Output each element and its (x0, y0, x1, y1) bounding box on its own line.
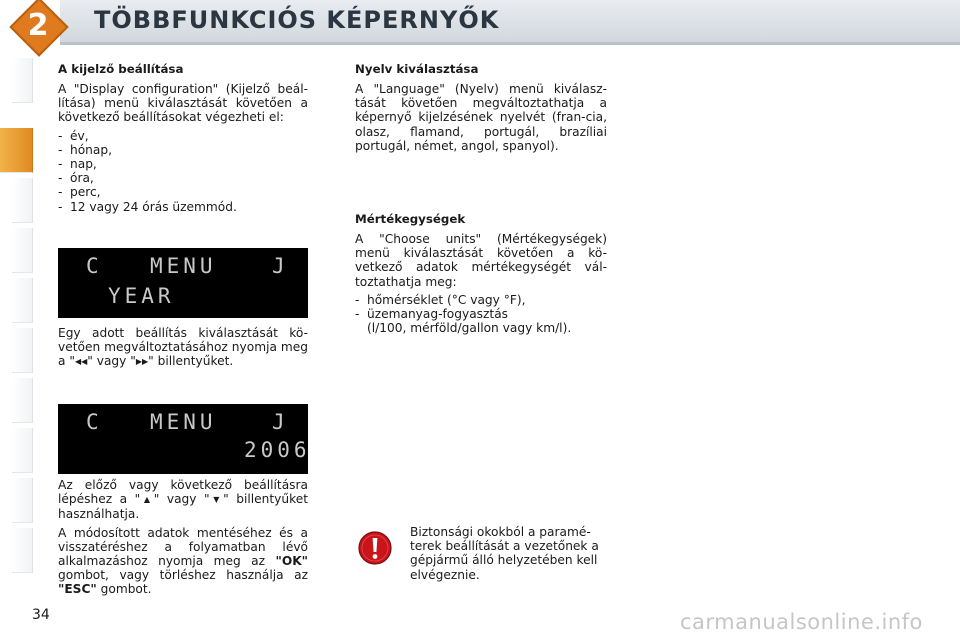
lcd-year-text: YEAR (108, 284, 175, 308)
fast-forward-icon: ▶▶ (135, 357, 149, 367)
fuel-consumption-units: (l/100, mérföld/gallon vagy km/l). (367, 321, 572, 336)
chapter-tab-5[interactable] (12, 278, 33, 323)
list-item: - perc, (58, 185, 308, 199)
chapter-tab-10[interactable] (12, 528, 33, 573)
down-arrow-icon: ▼ (209, 495, 224, 505)
safety-warning (358, 525, 608, 590)
list-item: - év, (58, 129, 308, 143)
navigation-block (58, 478, 308, 601)
select-text-a: Egy adott beállítás kiválasztását kö-vetően megváltoztatásához nyomja meg a " (58, 326, 308, 369)
nav-text-a: Az előző vagy következő beállításra lépéshez a " (58, 478, 308, 507)
chapter-tab-3[interactable] (12, 178, 33, 223)
lcd-bracket-right: J (272, 254, 289, 278)
watermark-text[interactable]: carmanualsonline.info (680, 610, 923, 634)
lcd-bracket-left: C (86, 410, 103, 434)
list-item (355, 307, 607, 335)
chapter-tab-7[interactable] (12, 378, 33, 423)
select-text-b: " vagy " (87, 354, 136, 369)
lcd-menu-text: MENU (150, 410, 217, 434)
rewind-icon: ◀◀ (74, 357, 88, 367)
ok-key-label: "OK" (275, 554, 308, 569)
lcd-bracket-left: C (86, 254, 103, 278)
middle-column (355, 62, 607, 157)
language-text: A "Language" (Nyelv) menü kiválasz-tását követően megváltoztathatja a képernyő kijelzésének nyelvét (fran-cia, olasz, flamand, portugál, brazíliai portugál, német, angol, spanyol). (355, 82, 607, 153)
chapter-tab-4[interactable] (12, 228, 33, 273)
lcd-display-2006 (58, 404, 311, 474)
warning-exclamation-icon (358, 531, 392, 565)
save-text-a: A módosított adatok mentéséhez és a visszatéréshez a folyamatban lévő alkalmazáshoz nyomja meg az (58, 525, 308, 569)
list-item: - 12 vagy 24 órás üzemmód. (58, 200, 308, 214)
display-settings-intro: A "Display configuration" (Kijelző beál-lítása) menü kiválasztását követően a következő beállításokat végezheti el: (58, 82, 308, 125)
up-arrow-icon: ▲ (140, 495, 154, 505)
chapter-tab-2-active[interactable] (0, 128, 33, 173)
list-item: - hőmérséklet (°C vagy °F), (355, 293, 607, 307)
nav-text-c: " billentyűket használhatja. (58, 492, 308, 522)
units-list (355, 293, 607, 336)
navigation-instruction (58, 478, 308, 522)
save-instruction (58, 526, 308, 597)
esc-key-label: "ESC" (58, 582, 97, 597)
display-settings-heading: A kijelző beállítása (58, 62, 184, 76)
units-text: A "Choose units" (Mértékegységek) menü kiválasztását követően a kö-vetkező adatok mértékegységét vál-toztathatja meg: (355, 232, 607, 289)
units-heading: Mértékegységek (355, 212, 466, 226)
units-section (355, 212, 607, 335)
list-item: - hónap, (58, 143, 308, 157)
lcd-year-value: 2006 (244, 438, 311, 462)
left-column (58, 62, 308, 214)
page-title: TÖBBFUNKCIÓS KÉPERNYŐK (94, 6, 500, 34)
display-settings-list (58, 129, 308, 214)
fuel-consumption-label: üzemanyag-fogyasztás (367, 307, 509, 322)
chapter-tab-6[interactable] (12, 328, 33, 373)
list-item: - nap, (58, 157, 308, 171)
nav-text-b: " vagy " (153, 492, 210, 507)
page-number: 34 (32, 607, 50, 623)
list-item: - óra, (58, 171, 308, 185)
lcd-menu-text: MENU (150, 254, 217, 278)
chapter-tab-9[interactable] (12, 478, 33, 523)
language-heading: Nyelv kiválasztása (355, 62, 479, 76)
save-text-c: gombot. (96, 582, 152, 597)
chapter-number: 2 (27, 8, 49, 43)
select-instruction (58, 326, 308, 370)
lcd-display-year (58, 248, 308, 318)
chapter-tab-8[interactable] (12, 428, 33, 473)
page-header (0, 0, 960, 50)
chapter-tab-1[interactable] (12, 58, 33, 103)
lcd-bracket-right: J (272, 410, 289, 434)
chapter-tabs (0, 58, 34, 578)
select-text-c: " billentyűket. (148, 354, 234, 369)
header-divider (60, 42, 960, 45)
warning-text: Biztonsági okokból a paramé-terek beállítását a vezetőnek a gépjármű álló helyzetében kell elvégeznie. (410, 525, 599, 582)
save-text-b: gombot, vagy törléshez használja az (58, 568, 308, 583)
